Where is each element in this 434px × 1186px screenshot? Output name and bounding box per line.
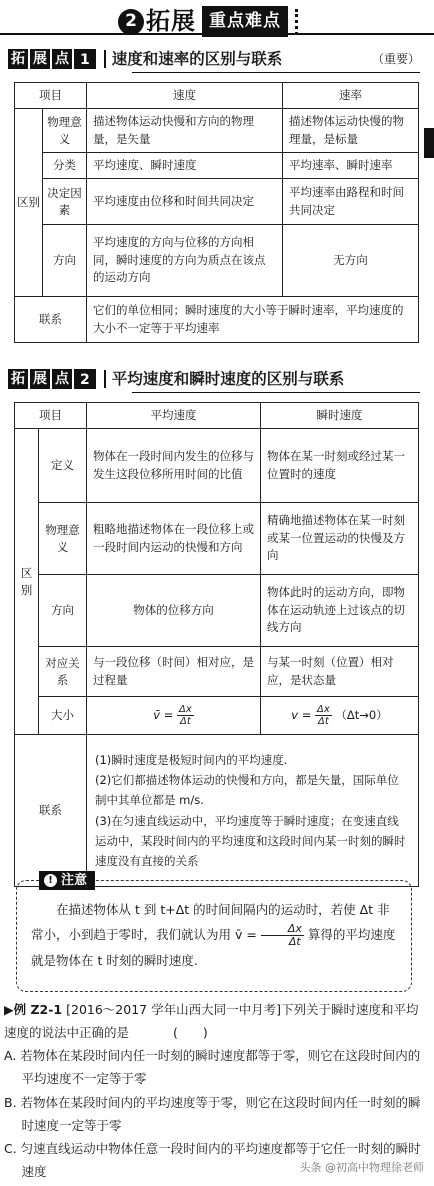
link-text: (1)瞬时速度是极短时间内的平均速度. (2)它们都描述物体运动的快慢和方向，都是矢量，国际单位制中其单位都是 m/s. (3)在匀速直线运动中，平均速度等于瞬时速度；在变速直线运动中，某段时间内的平均速度和这段时间内某一时刻的瞬时速度没有直接的关系 — [87, 735, 419, 887]
table-row: 物理意义 粗略地描述物体在一段位移上或一段时间内运动的快慢和方向 精确地描述物体在某一时刻或某一位置运动的快慢及方向 — [15, 503, 419, 575]
header-number: 2 — [118, 9, 144, 35]
link-text: 它们的单位相同；瞬时速度的大小等于瞬时速率，平均速度的大小不一定等于平均速率 — [87, 297, 419, 343]
example-label: ▶例 Z2-1 — [4, 1002, 63, 1017]
header-rate: 速率 — [283, 83, 419, 109]
section2-table — [14, 402, 419, 887]
link-label: 联系 — [15, 735, 87, 887]
answer-paren: ( ) — [173, 1025, 208, 1041]
header-speed: 速度 — [87, 83, 283, 109]
section1-underline — [132, 72, 420, 73]
example-question-text: 下列关于瞬时速度和平均速度的说法中正确的是 — [4, 1002, 419, 1041]
avg-speed-formula: v̄ = $\frac{\Delta x}{\Delta t}$ — [87, 697, 261, 735]
note-box — [16, 873, 412, 992]
section1-note: （重要） — [371, 51, 420, 66]
example-question — [4, 998, 426, 1044]
info-icon: ! — [44, 874, 57, 887]
header-dots — [292, 9, 298, 35]
section1-tag: 拓 展 点 1 — [8, 49, 98, 69]
page-header — [0, 0, 434, 36]
table-row: 区别 物理意义 描述物体运动快慢和方向的物理量，是矢量 描述物体运动快慢的物理量，是标量 — [15, 109, 419, 153]
option-c: C. 匀速直线运动中物体任意一段时间内的平均速度都等于它任一时刻的瞬时速度 — [4, 1140, 421, 1179]
option-b: B. 若物体在某段时间内的平均速度等于零，则它在这段时间内任一时刻的瞬时速度一定等于零 — [4, 1094, 421, 1133]
table-row — [15, 735, 419, 887]
option-a: A. 若物体在某段时间内任一时刻的瞬时速度都等于零，则它在这段时间内的平均速度不一定等于零 — [4, 1048, 421, 1087]
section1-title: 速度和速率的区别与联系 — [104, 50, 283, 68]
section2-header — [8, 366, 420, 392]
note-tag: ! 注意 — [39, 871, 95, 890]
example-source: [2016～2017 学年山西大同一中月考] — [66, 1002, 281, 1017]
inst-speed-formula: v = $\frac{\Delta x}{\Delta t}$ （Δt→0） — [261, 697, 419, 735]
section1-table — [14, 82, 419, 343]
link-label: 联系 — [15, 297, 87, 343]
table-row: 区别 定义 物体在一段时间内发生的位移与发生这段位移所用时间的比值 物体在某一时刻或经过某一位置时的速度 — [15, 429, 419, 503]
table-row: 分类 平均速度、瞬时速度 平均速率、瞬时速率 — [15, 153, 419, 179]
table-header-row — [15, 83, 419, 109]
table-row: 决定因素 平均速度由位移和时间共同决定 平均速率由路程和时间共同决定 — [15, 179, 419, 225]
watermark: 头条 @初高中物理徐老师 — [299, 1160, 424, 1174]
header-item: 项目 — [15, 83, 87, 109]
table-row: 方向 平均速度的方向与位移的方向相同，瞬时速度的方向为质点在该点的运动方向 无方向 — [15, 225, 419, 297]
section2-underline — [132, 392, 420, 393]
side-tab — [424, 128, 434, 158]
table-row: 大小 v̄ = $\frac{\Delta x}{\Delta t}$ v = $\frac{\Delta x}{\Delta t}$ （Δt→0） — [15, 697, 419, 735]
table-row: 方向 物体的位移方向 物体此时的运动方向，即物体在运动轨迹上过该点的切线方向 — [15, 575, 419, 647]
header-badge: 重点难点 — [202, 6, 288, 36]
section2-tag: 拓 展 点 2 — [8, 369, 98, 389]
section2-title: 平均速度和瞬时速度的区别与联系 — [104, 370, 345, 388]
table-row — [15, 297, 419, 343]
note-body: 在描述物体从 t 到 t+Δt 的时间间隔内的运动时，若使 Δt 非常小，小到趋于零时，我们就认为用 v̄ = $\frac{\Delta x}{\Delta t}$ 算得的平均速度就是物体在 t 时刻的瞬时速度. — [31, 902, 396, 969]
table-row: 对应关系 与一段位移（时间）相对应，是过程量 与某一时刻（位置）相对应，是状态量 — [15, 647, 419, 697]
group-label: 区别 — [15, 429, 39, 735]
header-rule — [0, 33, 434, 35]
group-label: 区别 — [15, 109, 43, 297]
table-header-row: 项目 平均速度 瞬时速度 — [15, 403, 419, 429]
section1-header — [8, 46, 420, 72]
header-title: 拓展 — [146, 7, 196, 35]
example-block — [4, 998, 426, 1183]
